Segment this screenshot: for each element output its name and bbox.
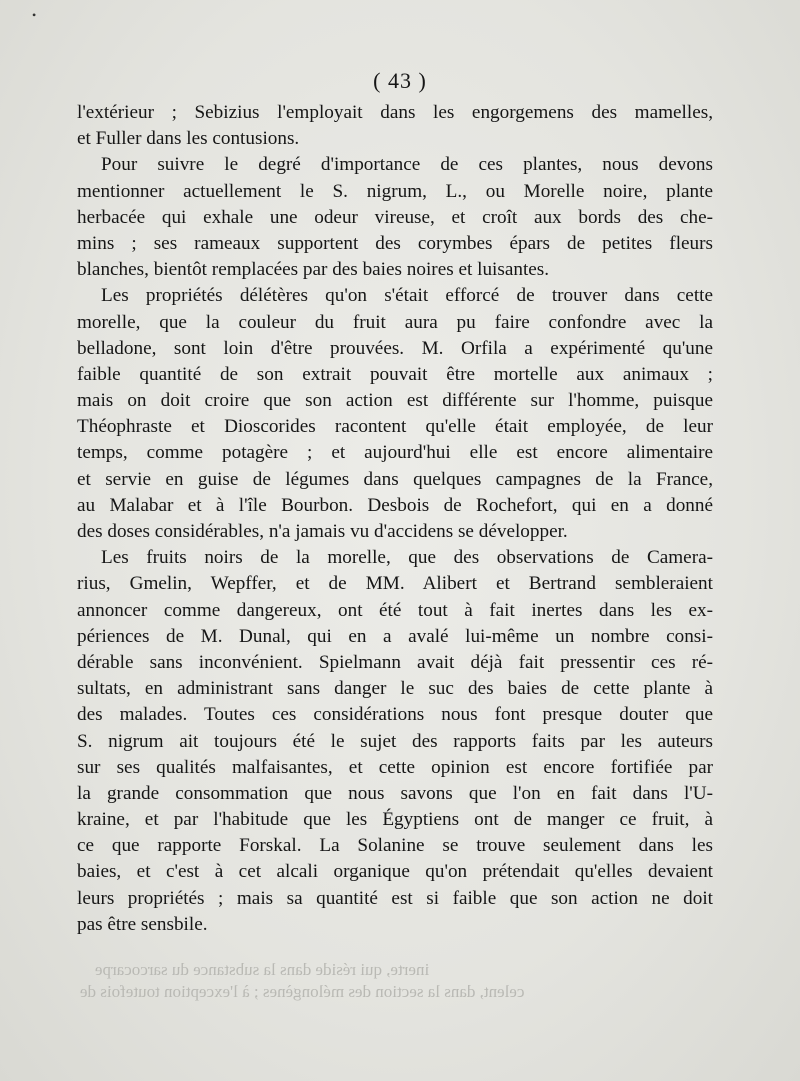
text-line: rius, Gmelin, Wepffer, et de MM. Alibert et Bertrand sembleraient xyxy=(77,573,713,595)
text-line: des malades. Toutes ces considérations nous font presque douter que xyxy=(77,704,713,726)
text-line: Les fruits noirs de la morelle, que des observations de Camera- xyxy=(101,547,713,569)
text-line: blanches, bientôt remplacées par des baies noires et luisantes. xyxy=(77,259,550,281)
text-line: Les propriétés délétères qu'on s'était efforcé de trouver dans cette xyxy=(101,285,713,307)
text-line: S. nigrum ait toujours été le sujet des rapports faits par les auteurs xyxy=(77,730,713,752)
bleed-through-text: inerte, qui réside dans la substance du sarcocarpe xyxy=(95,960,430,979)
text-line: mentionner actuellement le S. nigrum, L., ou Morelle noire, plante xyxy=(77,180,713,202)
text-line: Théophraste et Dioscorides racontent qu'elle était employée, de leur xyxy=(77,416,713,438)
text-line: mins ; ses rameaux supportent des corymbes épars de petites fleurs xyxy=(77,232,713,254)
text-line: et Fuller dans les contusions. xyxy=(77,128,300,150)
text-line: Pour suivre le degré d'importance de ces plantes, nous devons xyxy=(101,154,713,176)
text-line: baies, et c'est à cet alcali organique qu'on prétendait qu'elles devaient xyxy=(77,861,713,883)
text-line: leurs propriétés ; mais sa quantité est si faible que son action ne doit xyxy=(77,887,713,909)
text-line: faible quantité de son extrait pouvait être mortelle aux animaux ; xyxy=(77,363,713,385)
bleed-through-text: celent, dans la section des mélongènes ; à l'exception toutefois de xyxy=(80,982,525,1001)
body-text xyxy=(77,100,713,938)
text-line: annoncer comme dangereux, ont été tout à fait inertes dans les ex- xyxy=(77,599,713,621)
ink-speck: • xyxy=(32,8,37,22)
text-line: sultats, en administrant sans danger le suc des baies de cette plante à xyxy=(77,678,713,700)
text-line: des doses considérables, n'a jamais vu d'accidens se développer. xyxy=(77,521,568,542)
text-line: l'extérieur ; Sebizius l'employait dans les engorgemens des mamelles, xyxy=(77,102,713,123)
text-line: dérable sans inconvénient. Spielmann avait déjà fait pressentir ces ré- xyxy=(77,651,713,673)
page-number: ( 43 ) xyxy=(373,68,427,93)
text-line: morelle, que la couleur du fruit aura pu faire confondre avec la xyxy=(77,311,713,333)
text-line: périences de M. Dunal, qui en a avalé lui-même un nombre consi- xyxy=(77,625,713,647)
text-line: au Malabar et à l'île Bourbon. Desbois de Rochefort, qui en a donné xyxy=(77,494,713,516)
text-line: mais on doit croire que son action est différente sur l'homme, puisque xyxy=(77,390,713,412)
text-line: sur ses qualités malfaisantes, et cette opinion est encore fortifiée par xyxy=(77,756,713,778)
text-line: kraine, et par l'habitude que les Égyptiens ont de manger ce fruit, à xyxy=(77,809,713,831)
text-line: la grande consommation que nous savons que l'on en fait dans l'U- xyxy=(77,782,713,804)
text-line: pas être sensbile. xyxy=(77,913,208,935)
text-line: et servie en guise de légumes dans quelques campagnes de la France, xyxy=(77,468,713,490)
text-line: ce que rapporte Forskal. La Solanine se trouve seulement dans les xyxy=(77,835,713,857)
text-line: belladone, sont loin d'être prouvées. M. Orfila a expérimenté qu'une xyxy=(77,337,713,359)
text-line: herbacée qui exhale une odeur vireuse, et croît aux bords des che- xyxy=(77,206,713,228)
text-line: temps, comme potagère ; et aujourd'hui elle est encore alimentaire xyxy=(77,442,713,464)
